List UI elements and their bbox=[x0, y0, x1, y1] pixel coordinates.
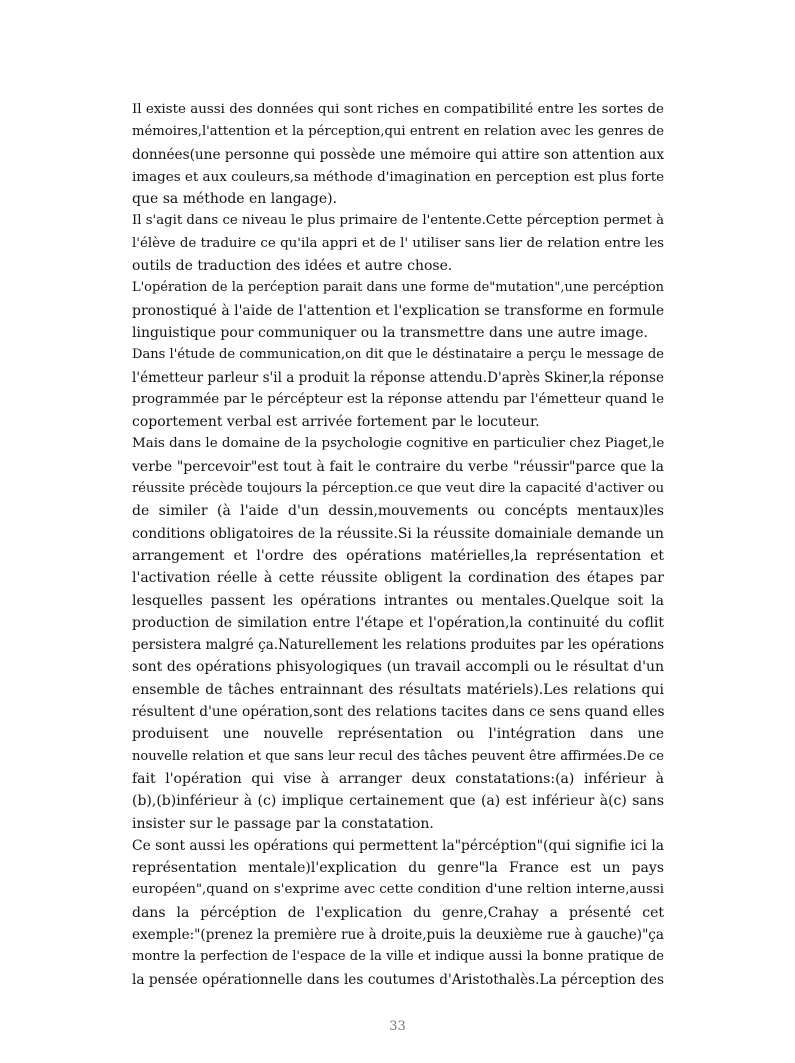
text-line: production de similation entre l'étape et l'opération,la continuité du coflit bbox=[132, 614, 664, 631]
text-line: insister sur le passage par la constatation. bbox=[132, 815, 434, 832]
text-line: fait l'opération qui vise à arranger deux constatations:(a) inférieur à bbox=[132, 770, 664, 787]
text-line: pronostiqué à l'aide de l'attention et l'explication se transforme en formule bbox=[132, 302, 665, 319]
text-line: sont des opérations phisyologiques (un travail accompli ou le résultat d'un bbox=[132, 659, 664, 676]
text-line: montre la perfection de l'espace de la ville et indique aussi la bonne pratique de bbox=[132, 949, 664, 965]
text-line: Ce sont aussi les opérations qui permettent la"pércéption"(qui signifie ici la bbox=[132, 837, 664, 854]
text-line: l'activation réelle à cette réussite obligent la cordination des étapes par bbox=[132, 570, 664, 587]
text-line: conditions obligatoires de la réussite.Si la réussite domainiale demande un bbox=[132, 525, 664, 542]
text-line: ensemble de tâches entrainnant des résultats matériels).Les relations qui bbox=[132, 681, 664, 698]
text-line: linguistique pour communiquer ou la transmettre dans une autre image. bbox=[132, 324, 648, 341]
text-line: (b),(b)inférieur à (c) implique certainement que (a) est inférieur à(c) sans bbox=[132, 793, 664, 810]
text-line: persistera malgré ça.Naturellement les relations produites par les opérations bbox=[132, 637, 665, 654]
text-line: l'émetteur parleur s'il a produit la réponse attendu.D'après Skiner,la réponse bbox=[132, 369, 664, 386]
text-line: images et aux couleurs,sa méthode d'imagination en perception est plus forte bbox=[132, 168, 665, 185]
text-line: données(une personne qui possède une mémoire qui attire son attention aux bbox=[132, 146, 664, 163]
text-line: européen",quand on s'exprime avec cette condition d'une reltion interne,aussi bbox=[132, 882, 664, 898]
text-line: l'élève de traduire ce qu'ila appri et de l' utiliser sans lier de relation entre les bbox=[132, 235, 664, 251]
text-line: Dans l'étude de communication,on dit que le déstinataire a perçu le message de bbox=[132, 347, 664, 363]
text-line: arrangement et l'ordre des opérations matérielles,la représentation et bbox=[132, 547, 664, 564]
text-line: réussite précède toujours la pérception.ce que veut dire la capacité d'activer ou bbox=[132, 481, 664, 497]
text-line: verbe "percevoir"est tout à fait le contraire du verbe "réussir"parce que la bbox=[132, 458, 664, 475]
text-line: outils de traduction des idées et autre chose. bbox=[132, 258, 453, 275]
text-line: de similer (à l'aide d'un dessin,mouvements ou concépts mentaux)les bbox=[132, 503, 664, 520]
body-text bbox=[132, 99, 664, 991]
text-line: résultent d'une opération,sont des relations tacites dans ce sens quand elles bbox=[132, 704, 665, 721]
text-line: la pensée opérationnelle dans les coutumes d'Aristothalès.La pérception des bbox=[132, 971, 664, 988]
text-line: lesquelles passent les opérations intrantes ou mentales.Quelque soit la bbox=[132, 592, 664, 609]
text-line: exemple:"(prenez la première rue à droite,puis la deuxième rue à gauche)"ça bbox=[132, 926, 664, 943]
text-line: Il s'agit dans ce niveau le plus primaire de l'entente.Cette pérception permet à bbox=[132, 213, 664, 229]
text-line: programmée par le pércépteur est la réponse attendu par l'émetteur quand le bbox=[132, 391, 664, 407]
text-line: coportement verbal est arrivée fortement par le locuteur. bbox=[132, 414, 540, 431]
text-line: nouvelle relation et que sans leur recul des tâches peuvent être affirmées.De ce bbox=[132, 748, 664, 764]
text-line: dans la pércéption de l'explication du genre,Crahay a présenté cet bbox=[132, 904, 664, 921]
text-line: Il existe aussi des données qui sont riches en compatibilité entre les sortes de bbox=[132, 102, 664, 117]
text-line: représentation mentale)l'explication du genre"la France est un pays bbox=[132, 860, 664, 877]
text-line: mémoires,l'attention et la pérception,qui entrent en relation avec les genres de bbox=[132, 124, 664, 140]
text-line: Mais dans le domaine de la psychologie cognitive en particulier chez Piaget,le bbox=[132, 436, 665, 452]
text-line: que sa méthode en langage). bbox=[132, 191, 338, 208]
page-number: 33 bbox=[389, 1019, 406, 1034]
text-line: produisent une nouvelle représentation ou l'intégration dans une bbox=[132, 726, 664, 743]
text-line: L'opération de la perćeption parait dans une forme de"mutation",une percéption bbox=[132, 280, 664, 296]
